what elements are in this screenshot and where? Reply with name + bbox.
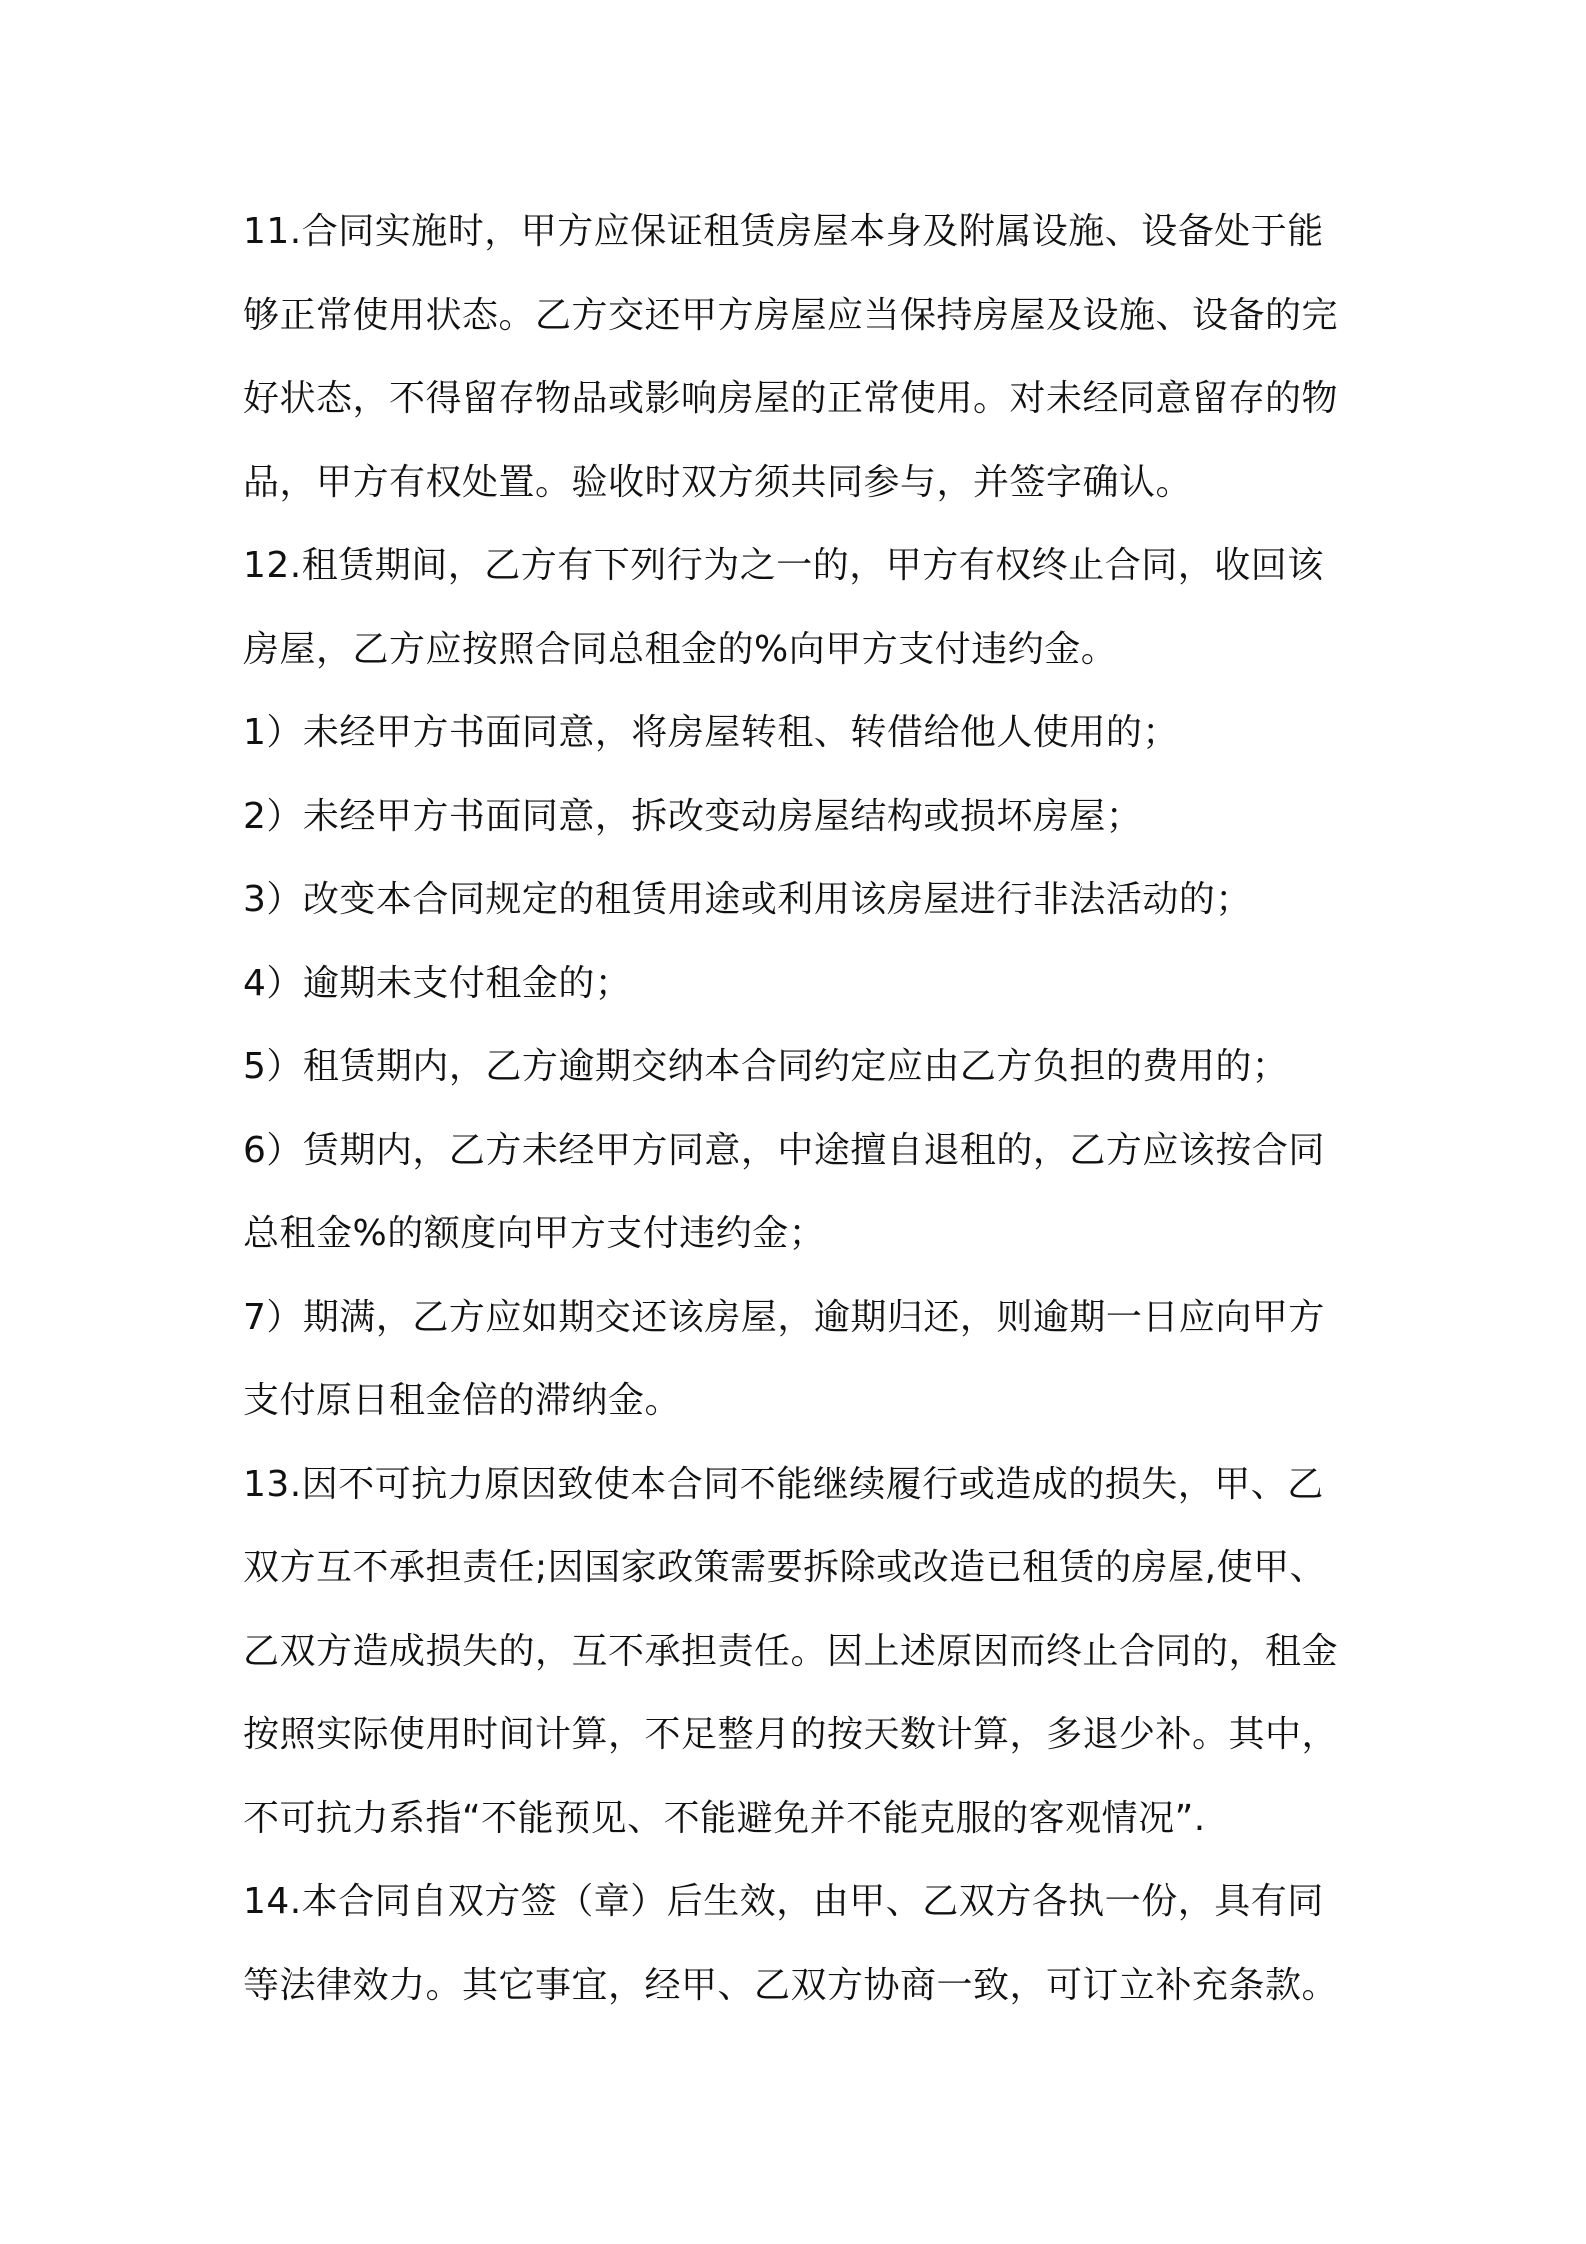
contract-text	[243, 190, 1361, 2027]
text-line-5: 12.租赁期间，乙方有下列行为之一的，甲方有权终止合同，收回该	[243, 545, 1324, 586]
text-line-2: 够正常使用状态。乙方交还甲方房屋应当保持房屋及设施、设备的完	[243, 294, 1339, 336]
text-line-13: 总租金%的额度向甲方支付违约金；	[243, 1213, 826, 1254]
text-line-4: 品，甲方有权处置。验收时双方须共同参与，并签字确认。	[243, 461, 1193, 503]
text-line-3: 好状态，不得留存物品或影响房屋的正常使用。对未经同意留存的物	[243, 378, 1339, 419]
text-line-19: 按照实际使用时间计算，不足整月的按天数计算，多退少补。其中，	[243, 1714, 1339, 1755]
text-line-1: 11.合同实施时，甲方应保证租赁房屋本身及附属设施、设备处于能	[243, 211, 1324, 252]
text-line-6: 房屋，乙方应按照合同总租金的%向甲方支付违约金。	[243, 628, 1118, 670]
text-line-22: 等法律效力。其它事宜，经甲、乙双方协商一致，可订立补充条款。	[243, 1964, 1339, 2006]
text-line-8: 2）未经甲方书面同意，拆改变动房屋结构或损坏房屋；	[243, 795, 1143, 837]
text-line-11: 5）租赁期内，乙方逾期交纳本合同约定应由乙方负担的费用的；	[243, 1046, 1289, 1087]
text-line-15: 支付原日租金倍的滞纳金。	[243, 1380, 682, 1421]
text-line-9: 3）改变本合同规定的租赁用途或利用该房屋进行非法活动的；	[243, 879, 1252, 920]
text-line-7: 1）未经甲方书面同意，将房屋转租、转借给他人使用的；	[243, 712, 1179, 753]
text-line-10: 4）逾期未支付租金的；	[243, 962, 632, 1004]
text-line-12: 6）赁期内，乙方未经甲方同意，中途擅自退租的，乙方应该按合同	[243, 1129, 1325, 1171]
text-line-21: 14.本合同自双方签（章）后生效，由甲、乙双方各执一份，具有同	[243, 1881, 1324, 1922]
text-line-18: 乙双方造成损失的，互不承担责任。因上述原因而终止合同的，租金	[243, 1630, 1339, 1672]
text-line-14: 7）期满，乙方应如期交还该房屋，逾期归还，则逾期一日应向甲方	[243, 1296, 1325, 1338]
text-line-17: 双方互不承担责任;因国家政策需要拆除或改造已租赁的房屋,使甲、	[243, 1547, 1327, 1588]
text-line-16: 13.因不可抗力原因致使本合同不能继续履行或造成的损失，甲、乙	[243, 1463, 1324, 1505]
text-line-20: 不可抗力系指“不能预见、不能避免并不能克服的客观情况”.	[243, 1797, 1206, 1839]
